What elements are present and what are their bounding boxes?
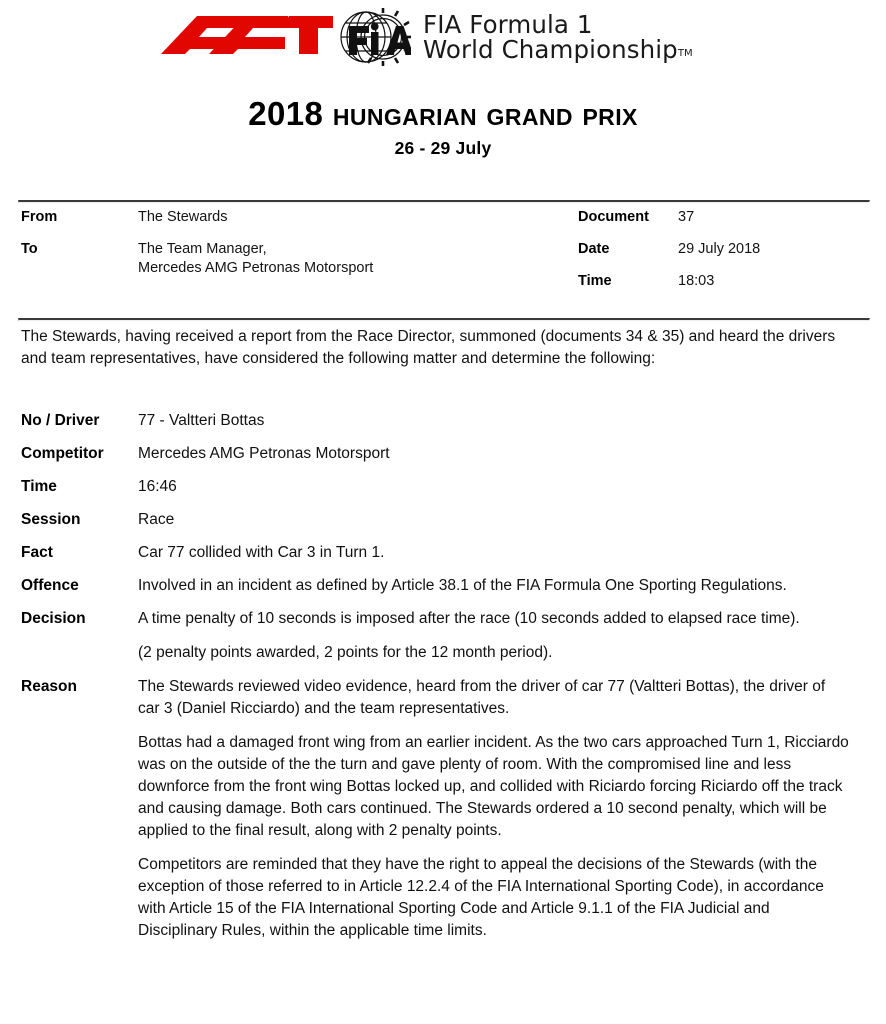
row-text: Car 77 collided with Car 3 in Turn 1. [138,544,385,561]
meta-value-time: 18:03 [678,272,715,289]
meta-value-to-line1: The Team Manager, [138,240,267,257]
page-title: 2018 hungarian grand prix [248,95,638,132]
row-value-no-driver [138,410,886,432]
fia-wordmark [423,12,693,62]
row-text: Mercedes AMG Petronas Motorsport [138,445,390,462]
document-meta [0,208,886,304]
row-value-fact [138,542,886,564]
row-label-session: Session [21,511,81,528]
row-competitor [0,443,886,465]
logo-row [157,6,693,68]
meta-value-to-line2: Mercedes AMG Petronas Motorsport [138,259,374,276]
meta-row-document [578,208,878,227]
f1-logo-icon [157,8,333,66]
fia-emblem-icon [339,6,411,68]
row-text: Involved in an incident as defined by Article 38.1 of the FIA Formula One Sporting Regulations. [138,577,787,594]
meta-left-column [21,208,541,291]
row-value-offence [138,575,886,597]
row-value-session [138,509,886,531]
row-time [0,476,886,498]
event-dates: 26 - 29 July [394,137,492,158]
title-block [0,96,886,159]
meta-value-from-line1: The Stewards [138,209,228,225]
row-text: A time penalty of 10 seconds is imposed after the race (10 seconds added to elapsed race time). [138,610,800,627]
decision-body [0,410,886,942]
divider-bottom [18,318,870,321]
meta-row-to [21,240,541,278]
row-text: Competitors are reminded that they have the right to appeal the decisions of the Stewards (with the exception of those referred to in Article 12.2.4 of the FIA International Sporting Code), in accordance with Article 15 of the FIA International Sporting Code and Article 9.1.1 of the FIA Judicial and Disciplinary Rules, within the applicable time limits. [138,856,824,939]
meta-label-document: Document [578,209,649,225]
row-text: (2 penalty points awarded, 2 points for the 12 month period). [138,644,553,661]
meta-label-date: Date [578,240,610,257]
divider-top [18,200,870,203]
meta-label-from: From [21,209,58,225]
row-decision [0,608,886,664]
row-offence [0,575,886,597]
row-value-reason [138,676,886,942]
meta-value-document: 37 [678,209,695,225]
row-no-driver [0,410,886,432]
row-session [0,509,886,531]
meta-value-date: 29 July 2018 [678,240,761,257]
row-label-fact: Fact [21,544,53,561]
row-value-competitor [138,443,886,465]
meta-label-time: Time [578,272,612,289]
meta-row-date [578,240,878,259]
fia-wordmark-line1: FIA Formula 1 [423,10,593,40]
meta-row-time [578,272,878,291]
row-label-decision: Decision [21,610,86,627]
row-text: Bottas had a damaged front wing from an earlier incident. As the two cars approached Turn 1, Ricciardo was on the outside of the the turn and gave plenty of room. With the compromised line and less downforce from the front wing Bottas locked up, and collided with Riciardo forcing Riciardo off the track and causing damage. Both cars continued. The Stewards ordered a 10 second penalty, which will be applied to the final result, along with 2 penalty points. [138,734,849,839]
row-reason [0,676,886,942]
row-text: 16:46 [138,478,177,495]
row-text: Race [138,511,175,528]
fia-wordmark-line2: World ChampionshipTM [423,35,693,64]
meta-value-to [138,240,373,278]
intro-paragraph: The Stewards, having received a report from the Race Director, summoned (documents 34 & 35) and heard the drivers and team representatives, have considered the following matter and determine the following: [21,328,836,368]
row-value-time [138,476,886,498]
meta-label-to: To [21,240,38,257]
meta-value-from [138,208,227,227]
masthead [0,0,886,78]
row-label-no-driver: No / Driver [21,412,100,429]
row-label-time: Time [21,478,57,495]
row-fact [0,542,886,564]
meta-row-from [21,208,541,227]
trademark-mark: TM [677,48,693,59]
row-text: The Stewards reviewed video evidence, heard from the driver of car 77 (Valtteri Bottas), the driver of car 3 (Daniel Ricciardo) and the team representatives. [138,678,826,717]
meta-right-column [578,208,878,304]
row-label-reason: Reason [21,678,77,695]
row-value-decision [138,608,886,664]
row-label-competitor: Competitor [21,445,104,462]
row-label-offence: Offence [21,577,79,594]
row-text: 77 - Valtteri Bottas [138,412,265,429]
